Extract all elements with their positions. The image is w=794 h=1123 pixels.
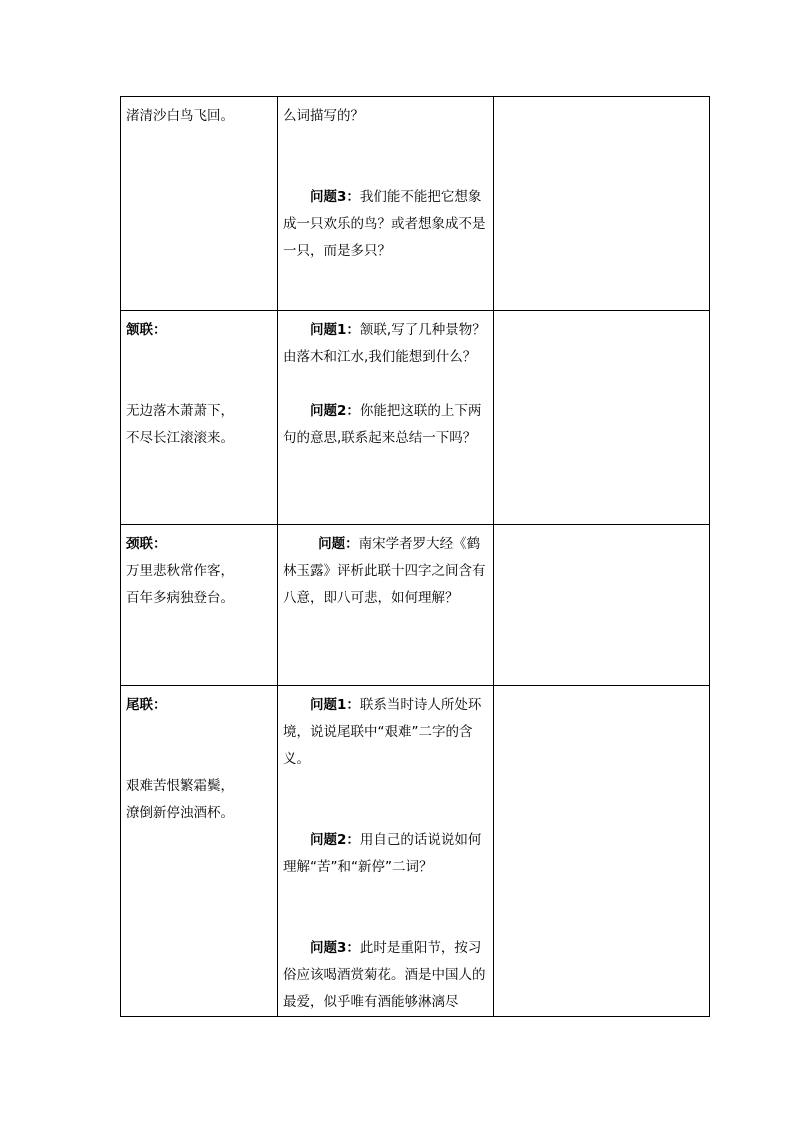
poem-line: 无边落木萧萧下， [126, 403, 234, 419]
question-text: 联系当时诗人所处环境，说说尾联中“艰难”二字的含义。 [283, 697, 482, 767]
notes-cell [494, 686, 710, 1017]
question [283, 692, 487, 773]
question-cell [278, 686, 494, 1017]
question-text: 么词描写的？ [283, 108, 364, 124]
question [283, 827, 487, 881]
section-title: 颈联： [126, 536, 167, 552]
question-text: 南宋学者罗大经《鹤林玉露》评析此联十四字之间含有八意，即八可悲，如何理解？ [283, 536, 486, 606]
poem-line: 不尽长江滚滚来。 [126, 430, 234, 446]
poem-cell [121, 525, 278, 686]
notes-cell [494, 97, 710, 311]
question-cell [278, 311, 494, 525]
question [283, 935, 487, 1016]
question-text: 颔联,写了几种景物？由落木和江水,我们能想到什么？ [283, 322, 486, 365]
poem-cell [121, 311, 278, 525]
table-row [121, 97, 710, 311]
poem-line: 渚清沙白鸟飞回。 [126, 108, 234, 124]
table-row [121, 311, 710, 525]
question [283, 184, 487, 265]
notes-cell [494, 311, 710, 525]
question-label: 问题： [318, 536, 359, 552]
question-text: 我们能不能把它想象成一只欢乐的鸟？或者想象成不是一只，而是多只？ [283, 189, 486, 259]
question-label: 问题3： [310, 940, 360, 956]
question-cell [278, 525, 494, 686]
question-label: 问题1： [310, 697, 360, 713]
question-label: 问题1： [310, 322, 360, 338]
question [283, 317, 487, 371]
section-title: 尾联： [126, 697, 167, 713]
question [283, 531, 487, 612]
poem-line: 艰难苦恨繁霜鬓， [126, 778, 234, 794]
question [283, 398, 487, 452]
notes-cell [494, 525, 710, 686]
table-row [121, 686, 710, 1017]
table-row [121, 525, 710, 686]
question-text: 用自己的话说说如何理解“苦”和“新停”二词？ [283, 832, 482, 875]
poem-line: 潦倒新停浊酒杯。 [126, 805, 234, 821]
lesson-table [120, 96, 710, 1017]
question-label: 问题2： [310, 403, 360, 419]
question-text: 你能把这联的上下两句的意思,联系起来总结一下吗？ [283, 403, 482, 446]
section-title: 颔联： [126, 322, 167, 338]
poem-cell [121, 97, 278, 311]
question-text: 此时是重阳节，按习俗应该喝酒赏菊花。酒是中国人的最爱，似乎唯有酒能够淋漓尽 [283, 940, 486, 1010]
poem-cell [121, 686, 278, 1017]
question-label: 问题2： [310, 832, 360, 848]
poem-line: 百年多病独登台。 [126, 590, 234, 606]
question-label: 问题3： [310, 189, 360, 205]
poem-line: 万里悲秋常作客， [126, 563, 234, 579]
question-cell [278, 97, 494, 311]
